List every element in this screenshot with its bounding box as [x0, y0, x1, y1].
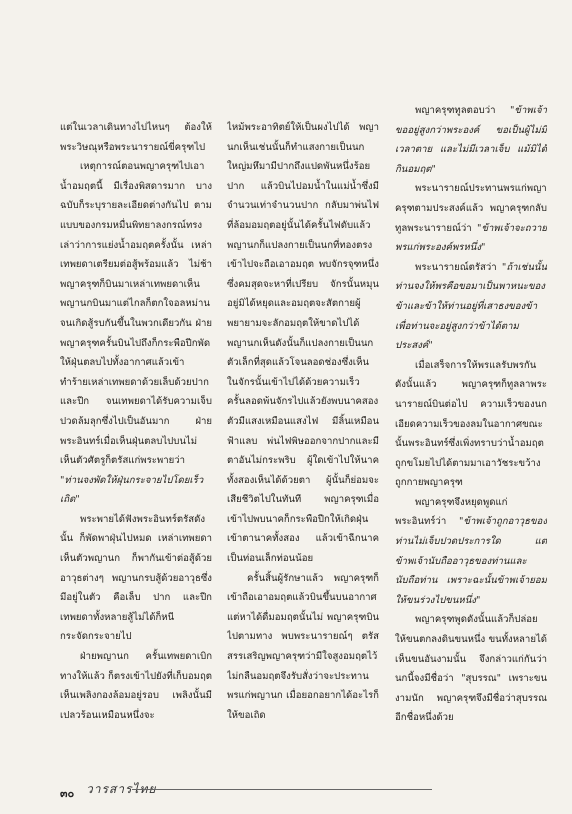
text-column-right	[395, 101, 547, 751]
paragraph-text: พระนารายณ์ประทานพรแก่พญาครุฑตามประสงค์แล้ว พญาครุฑกลับทูลพระนารายณ์ว่า	[395, 183, 547, 234]
quote-text: "ข้าพเจ้าถูกอาวุธของท่านไม่เจ็บปวดประการใด แต่ข้าพเจ้านับถืออาวุธของท่านและนับถือท่าน เพราะฉะนั้นข้าพเจ้ายอมให้ขนร่วงไปขนหนึ่ง"	[395, 516, 547, 606]
paragraph	[395, 610, 547, 728]
paragraph	[60, 471, 212, 510]
page-footer	[60, 776, 460, 800]
paragraph	[227, 569, 379, 726]
paragraph	[227, 118, 379, 569]
paragraph	[395, 258, 547, 356]
paragraph	[60, 118, 212, 157]
text-column-left	[60, 118, 212, 768]
quote-text: "ข้าพเจ้าจะถวายพรแก่พระองค์พรหนึ่ง"	[395, 222, 547, 254]
footer-rule	[132, 789, 432, 790]
paragraph-text: พญาครุฑจึงหยุดพูดแก่พระอินทร์ว่า	[395, 496, 508, 528]
paragraph-text: ครั้นสิ้นผู้รักษาแล้ว พญาครุฑก็เข้าถือเอาอมฤตแล้วบินขึ้นบนอากาศ แต่หาได้ดื่มอมฤตนั้นไม่ พญาครุฑบินไปตามทาง พบพระนารายณ์ๆ ตรัสสรรเสริญพญาครุฑว่ามีใจสูงอมฤตไว้ไม่กลืนอมฤตจึงรับสั่งว่าจะประทานพรแก่พญานก เมื่อยอกอยากได้อะไรก็ให้ขอเถิด	[227, 572, 379, 721]
paragraph-text: พญาครุฑทูลตอบว่า	[415, 105, 496, 116]
paragraph	[395, 179, 547, 257]
paragraph-text: แต่ในเวลาเดินทางไปไหนๆ ต้องให้พระวิษณุหรือพระนารายณ์ขี่ครุฑไป	[60, 122, 212, 153]
paragraph	[395, 493, 547, 611]
paragraph-text: พระนารายณ์ตรัสว่า	[415, 261, 497, 273]
paragraph	[60, 647, 212, 725]
paragraph-text: พระพายได้ฟังพระอินทร์ตรัสดังนั้น ก็พัดพาฝุ่นไปหมด เหล่าเทพยดาเห็นตัวพญานก ก็พากันเข้าต่อสู้ด้วยอาวุธต่างๆ พญานกรบสู้ด้วยอาวุธซึ่งมีอยู่ในตัว คือเล็บ ปาก และปีก เทพยดาทั้งหลายสู้ไม่ได้ก็หนีกระจัดกระจายไป	[60, 513, 212, 643]
quote-text: "ข้าพเจ้าขออยู่สูงกว่าพระองค์ ขอเป็นผู้ไม่มีเวลาตาย และไม่มีเวลาเจ็บ แม้มิได้กินอมฤต"	[395, 105, 547, 175]
paragraph-text: พญาครุฑพูดดังนั้นแล้วก็ปล่อยให้ขนตกลงดินขนหนึ่ง ขนทั้งหลายได้เห็นขนอันงามนั้น จึงกล่าวแก่กันว่า นกนี้จงมีชื่อว่า "สุบรรณ" เพราะขนงามนัก พญาครุฑจึงมีชื่อว่าสุบรรณ อีกชื่อหนึ่งด้วย	[395, 614, 547, 724]
paragraph	[60, 157, 212, 471]
text-column-middle	[227, 118, 379, 768]
quote-text: "ถ้าเช่นนั้น ท่านจงให้พรคือขอมาเป็นพาหนะของข้าและข้าให้ท่านอยู่ที่เสาธงของข้า เพื่อท่านจะอยู่สูงกว่าข้าได้ตามประสงค์"	[395, 261, 547, 352]
paragraph	[395, 356, 547, 493]
paragraph-text: ไหม้พระอาทิตย์ให้เป็นผงไปได้ พญานกเห็นเช่นนั้นก็ทำแสงกายเป็นนกใหญ่มหึมามีปากถึงแปดพันหนึ่งร้อยปาก แล้วบินไปอมน้ำในแม่น้ำซึ่งมีจำนวนเท่าจำนวนปาก กลับมาพ่นไฟที่ล้อมอมฤตอยู่นั้นได้ครั้นไฟดับแล้วพญานกก็แปลงกายเป็นนกที่ทองตรงเข้าไปจะถือเอาอมฤต พบจักรจุฑหนึ่งซึ่งคมสุดจะหาที่เปรียบ จักรนั้นหมุนอยู่มิได้หยุดและอมฤตจะสัตกายผู้พยายามจะลักอมฤตให้ขาดไปได้ พญานกเห็นดังนั้นก็แปลงกายเป็นนกตัวเล็กที่สุดแล้วโจนลอดช่องซึ่งเห็นในจักรนั้นเข้าไปได้ด้วยความเร็ว ครั้นลอดพ้นจักรไปแล้วยังพบนาคสองตัวมีแสงเหมือนแสงไฟ มีลิ้นเหมือนฟ้าแลบ พ่นไฟพิษออกจากปากและมีตาอันไม่กระพริบ ผู้ใดเข้าไปให้นาคทั้งสองเห็นได้ด้วยตา ผู้นั้นก็ย่อมจะเสียชีวิตไปในทันที พญาครุฑเมื่อเข้าไปพบนาคก็กระพือปีกให้เกิดฝุ่นเข้าตานาคทั้งสอง แล้วเข้าฉีกนาคเป็นท่อนเล็กท่อนน้อย	[227, 122, 379, 565]
paragraph-text: "ท่านจงพัดให้ฝุ่นกระจายไปโดยเร็วเถิด"	[60, 474, 204, 506]
paragraph-text: เหตุการณ์ตอนพญาครุฑไปเอาน้ำอมฤตนี้ มีเรื่องพิสดารมาก บางฉบับก็ระบุรายละเอียดต่างกันไป ตามแบบของกรมหมื่นพิทยาลงกรณ์ทรงเล่าว่าการแย่งน้ำอมฤตครั้งนั้น เหล่าเทพยดาเตรียมต่อสู้พร้อมแล้ว ไม่ช้าพญาครุฑก็บินมาเหล่าเทพยดาเห็นพญานกบินมาแต่ไกลก็ตกใจอลหม่าน จนเกิดสู้รบกันขึ้นในพวกเดียวกัน ฝ่ายพญาครุฑครั้นบินไปถึงก็กระพือปีกพัดให้ฝุ่นตลบไปทั้งอากาศแล้วเข้าทำร้ายเหล่าเทพยดาด้วยเล็บด้วยปากและปีก จนเทพยดาได้รับความเจ็บปวดล้มลุกซึ่งไปเป็นอันมาก ฝ่ายพระอินทร์เมื่อเห็นฝุ่นตลบไปบนไม่เห็นตัวศัตรูก็ตรัสแก่พระพายว่า	[60, 161, 212, 467]
paragraph-text: ฝ่ายพญานก ครั้นเทพยดาเบิกทางให้แล้ว ก็ตรงเข้าไปยังที่เก็บอมฤต เห็นเพลิงกองล้อมอยู่รอบ เพลิงนั้นมีเปลวร้อนเหมือนหนึ่งจะ	[60, 651, 212, 721]
paragraph	[395, 101, 547, 179]
magazine-title: วารสารไทย	[86, 782, 157, 796]
paragraph	[60, 510, 212, 647]
page-number: ๓๐	[60, 787, 75, 800]
paragraph-text: เมื่อเสร็จการให้พรแลรับพรกันดังนั้นแล้ว พญาครุฑก็ทูลลาพระนารายณ์บินต่อไป ความเร็วของนกเอียดความเร็วของลมในอากาศขณะนั้นพระอินทร์ซึ่งเพิ่งทราบว่าน้ำอมฤตถูกขโมยไปได้ตามมาเอาวัชระขว้างถูกกายพญาครุฑ	[395, 359, 547, 489]
